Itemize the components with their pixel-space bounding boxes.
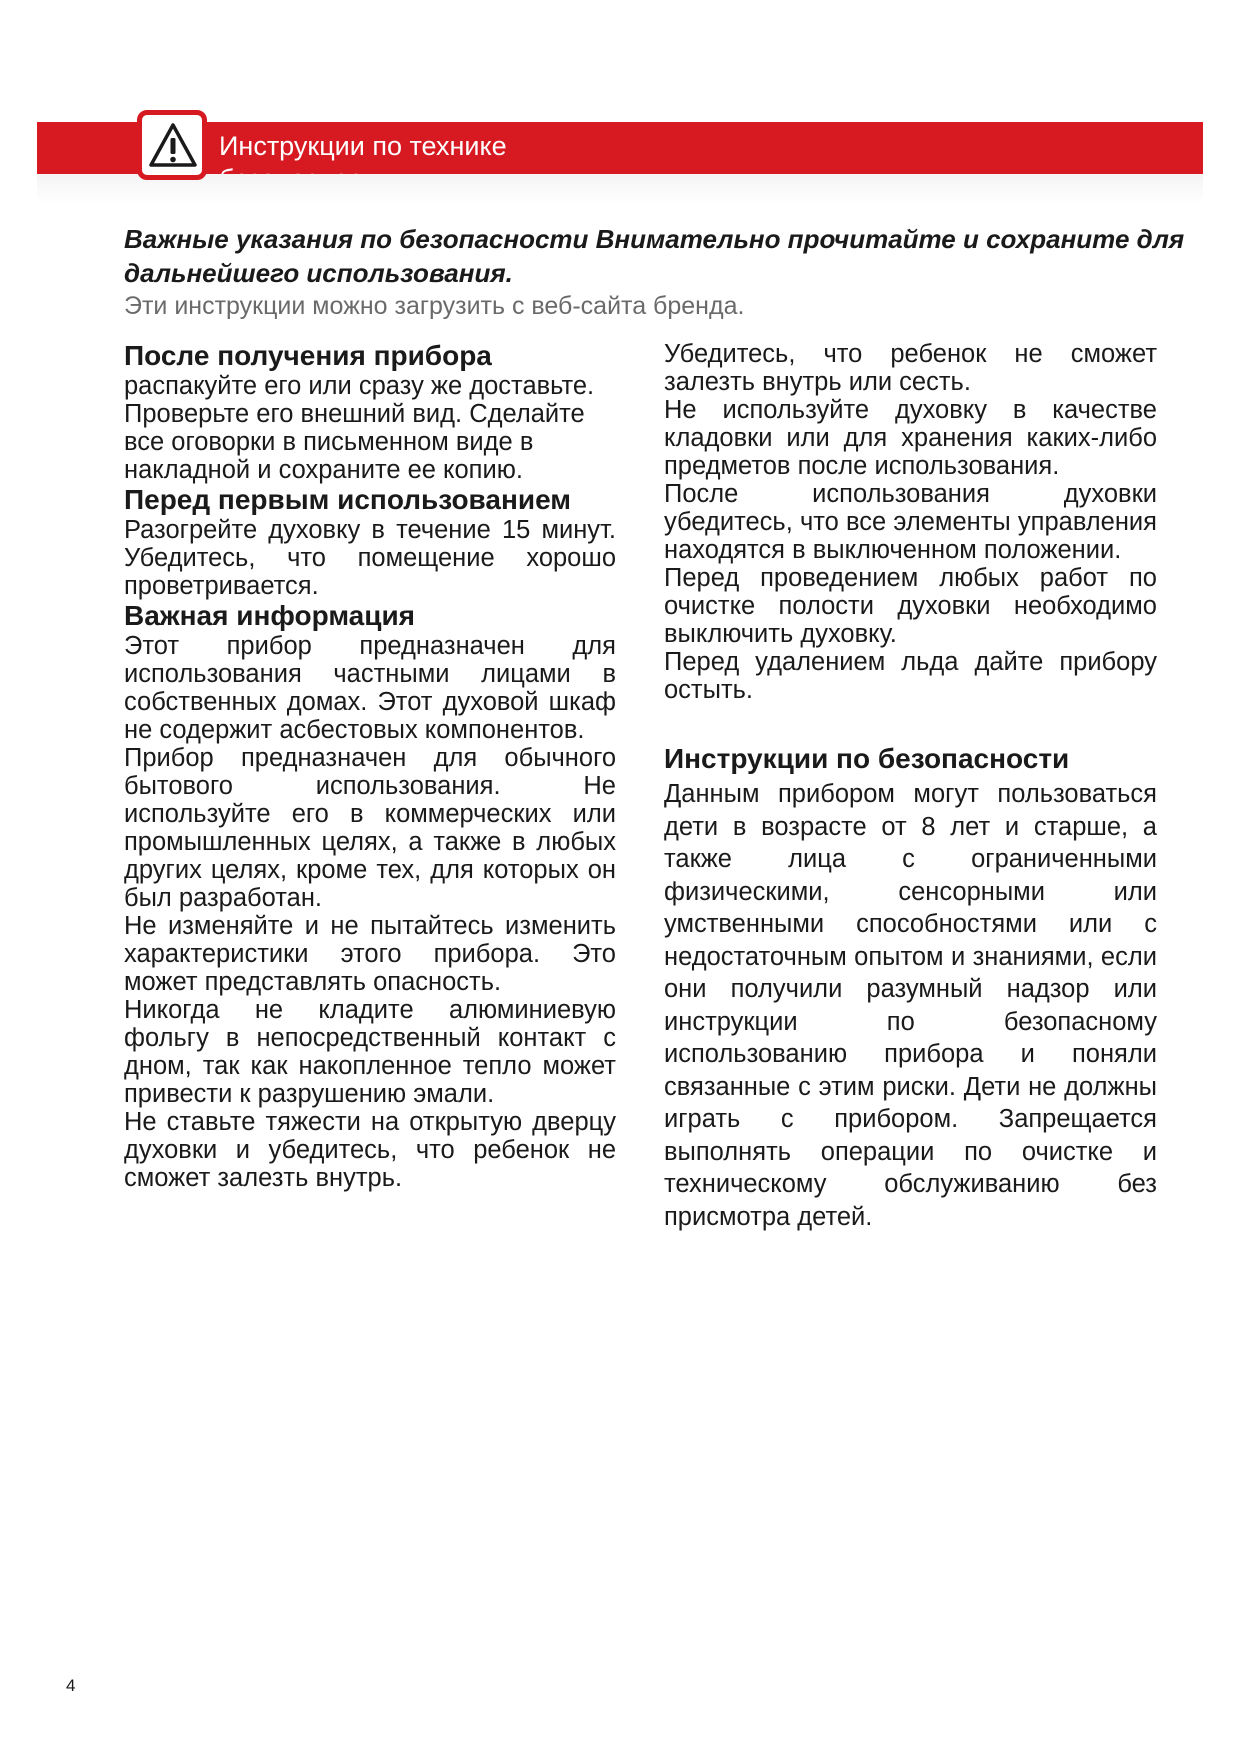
text-child-safety: Убедитесь, что ребенок не сможет залезть внутрь или сесть. <box>664 340 1157 396</box>
intro-important: Важные указания по безопасности Внимательно прочитайте и сохраните для дальнейшего использования. <box>124 224 1185 288</box>
page-number: 4 <box>66 1676 76 1695</box>
text-cool-down: Перед удалением льда дайте прибору остыть. <box>664 648 1157 704</box>
text-important-info-2: Прибор предназначен для обычного бытового использования. Не используйте его в коммерческих или промышленных целях, а также в любых других целях, кроме тех, для которых он был разработан. <box>124 744 616 912</box>
heading-before-first-use: Перед первым использованием <box>124 484 572 515</box>
warning-badge <box>137 110 207 180</box>
heading-after-receipt: После получения прибора <box>124 340 492 371</box>
header-banner <box>37 122 1203 174</box>
text-controls-off: После использования духовки убедитесь, что все элементы управления находятся в выключенном положении. <box>664 480 1157 564</box>
text-important-info-4: Никогда не кладите алюминиевую фольгу в непосредственный контакт с дном, так как накопленное тепло может привести к разрушению эмали. <box>124 996 616 1108</box>
text-no-storage: Не используйте духовку в качестве кладовки или для хранения каких-либо предметов после использования. <box>664 396 1157 480</box>
header-shadow <box>37 174 1203 204</box>
text-safety-instructions: Данным прибором могут пользоваться дети в возрасте от 8 лет и старше, а также лица с ограниченными физическими, сенсорными или умственными способностями или с недостаточным опытом и знаниями, если они получили разумный надзор или инструкции по безопасному использованию прибора и поняли связанные с этим риски. Дети не должны играть с прибором. Запрещается выполнять операции по очистке и техническому обслуживанию без присмотра детей. <box>664 780 1157 1231</box>
header-title: Инструкции по технике <box>219 131 507 161</box>
text-before-first-use: Разогрейте духовку в течение 15 минут. Убедитесь, что помещение хорошо проветривается. <box>124 516 616 600</box>
right-column <box>664 340 1157 1233</box>
text-important-info-5: Не ставьте тяжести на открытую дверцу духовки и убедитесь, что ребенок не сможет залезть внутрь. <box>124 1108 616 1192</box>
heading-safety-instructions: Инструкции по безопасности <box>664 743 1070 774</box>
intro-download-note: Эти инструкции можно загрузить с веб-сайта бренда. <box>124 292 745 320</box>
left-column <box>124 340 616 1192</box>
warning-triangle-icon <box>148 121 198 171</box>
heading-important-info: Важная информация <box>124 600 416 631</box>
text-important-info-1: Этот прибор предназначен для использования частными лицами в собственных домах. Этот духовой шкаф не содержит асбестовых компонентов. <box>124 632 616 744</box>
text-switch-off-before-cleaning: Перед проведением любых работ по очистке полости духовки необходимо выключить духовку. <box>664 564 1157 648</box>
text-important-info-3: Не изменяйте и не пытайтесь изменить характеристики этого прибора. Это может представлять опасность. <box>124 912 616 996</box>
text-after-receipt: распакуйте его или сразу же доставьте. Проверьте его внешний вид. Сделайте все оговорки в письменном виде в накладной и сохраните ее копию. <box>124 372 595 484</box>
